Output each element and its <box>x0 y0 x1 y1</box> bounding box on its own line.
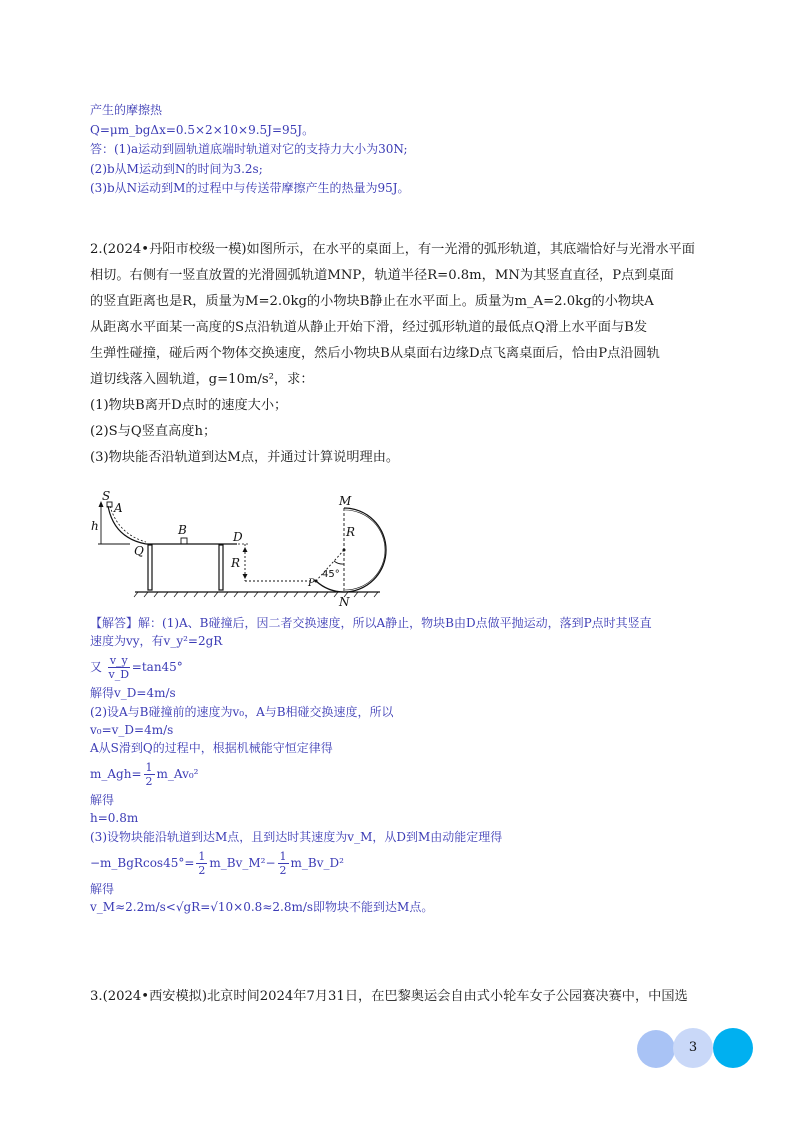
fraction: $\frac{1}{2}$ <box>198 849 206 877</box>
label-b: B <box>178 523 187 537</box>
page-number-badge <box>637 1028 753 1068</box>
solution-1-line: 产生的摩擦热 <box>90 103 163 117</box>
table-leg-left <box>148 545 152 590</box>
problem-2-question: (3)物块能否沿轨道到达M点，并通过计算说明理由。 <box>90 450 400 465</box>
solution-2-line: 解得 <box>90 881 115 896</box>
solution-2-line: (2)设A与B碰撞前的速度为v₀，A与B相碰交换速度，所以 <box>90 704 394 719</box>
label-n: N <box>339 595 350 609</box>
problem-3-line: 3.(2024•西安模拟)北京时间2024年7月31日，在巴黎奥运会自由式小轮车女子公园赛决赛中，中国选 <box>90 989 688 1004</box>
solution-2-line: 解得v_D=4m/s <box>90 686 176 701</box>
problem-2-stem-line: 道切线落入圆轨道，g=10m/s²，求： <box>90 372 314 387</box>
solution-2-line: v₀=v_D=4m/s <box>90 722 174 737</box>
solution-2-line: v_M≈2.2m/s<√gR=√10×0.8≈2.8m/s即物块不能到达M点。 <box>90 900 434 915</box>
fraction: $\frac{1}{2}$ <box>145 761 153 789</box>
fraction: $\frac{1}{2}$ <box>279 849 287 877</box>
solution-1-line: Q=μm_bgΔx=0.5×2×10×9.5J=95J。 <box>90 122 315 137</box>
problem-2-stem-line: 从距离水平面某一高度的S点沿轨道从静止开始下滑，经过弧形轨道的最低点Q滑上水平面与B发 <box>90 320 648 335</box>
label-q: Q <box>134 544 144 558</box>
problem-2-question: (1)物块B离开D点时的速度大小； <box>90 398 288 413</box>
solution-2-line: m_Agh= $\frac{1}{2}$ m_Av₀² <box>90 761 199 789</box>
problem-3 <box>90 984 730 1010</box>
label-h: h <box>91 519 99 533</box>
solution-2-line: 解得 <box>90 793 115 808</box>
label-s: S <box>102 489 111 503</box>
badge-circle-left <box>637 1030 675 1068</box>
label-d: D <box>233 530 243 544</box>
table-leg-right <box>219 545 223 590</box>
fraction: $\frac{v\_y}{v\_D}$ <box>108 654 130 682</box>
page-number: 3 <box>688 1040 698 1055</box>
problem-2-stem-line: 生弹性碰撞，碰后两个物体交换速度，然后小物块B从桌面右边缘D点飞离桌面后，恰由P点沿圆轨 <box>90 346 660 361</box>
solution-2-line: A从S滑到Q的过程中，根据机械能守恒定律得 <box>90 741 333 756</box>
label-a: A <box>114 501 123 515</box>
solution-2-line: 又 $\frac{v\_y}{v\_D}$ =tan45° <box>90 654 183 682</box>
solution-2-line: 速度为vy，有v_y²=2gR <box>90 634 223 649</box>
track-diagram <box>90 488 390 612</box>
solution-2-line: h=0.8m <box>90 811 139 826</box>
solution-1-block <box>90 101 730 199</box>
label-r-left: R <box>231 556 241 570</box>
problem-2 <box>90 237 730 471</box>
circular-track <box>344 508 386 592</box>
label-angle: 45° <box>322 569 340 580</box>
solution-2-line: (3)设物块能沿轨道到达M点，且到达时其速度为v_M，从D到M由动能定理得 <box>90 829 503 844</box>
badge-circle-right <box>713 1028 753 1068</box>
label-r-right: R <box>346 525 356 539</box>
solution-1-line: (2)b从M运动到N的时间为3.2s; <box>90 161 263 176</box>
answer-tag: 【解答】 <box>90 616 139 630</box>
solution-2-line: −m_BgRcos45°= $\frac{1}{2}$ m_Bv_M²− $\frac{1}{2}$ m_Bv_D² <box>90 849 344 877</box>
solution-1-line: 答：(1)a运动到圆轨道底端时轨道对它的支持力大小为30N; <box>90 142 408 156</box>
solution-2-line: 【解答】解：(1)A、B碰撞后，因二者交换速度，所以A静止，物块B由D点做平抛运动，落到P点时其竖直 <box>90 616 652 630</box>
problem-2-stem-line: 2.(2024•丹阳市校级一模)如图所示，在水平的桌面上，有一光滑的弧形轨道，其底端恰好与光滑水平面 <box>90 242 695 257</box>
label-m: M <box>339 494 352 508</box>
problem-2-stem-line: 的竖直距离也是R，质量为M=2.0kg的小物块B静止在水平面上。质量为m_A=2.0kg的小物块A <box>90 294 654 309</box>
problem-2-question: (2)S与Q竖直高度h； <box>90 424 217 439</box>
solution-2-block <box>90 614 730 916</box>
label-p: P <box>308 578 315 589</box>
solution-1-line: (3)b从N运动到M的过程中与传送带摩擦产生的热量为95J。 <box>90 181 410 195</box>
problem-2-stem-line: 相切。右侧有一竖直放置的光滑圆弧轨道MNP，轨道半径R=0.8m，MN为其竖直直径，P点到桌面 <box>90 268 674 283</box>
block-b <box>181 538 187 544</box>
